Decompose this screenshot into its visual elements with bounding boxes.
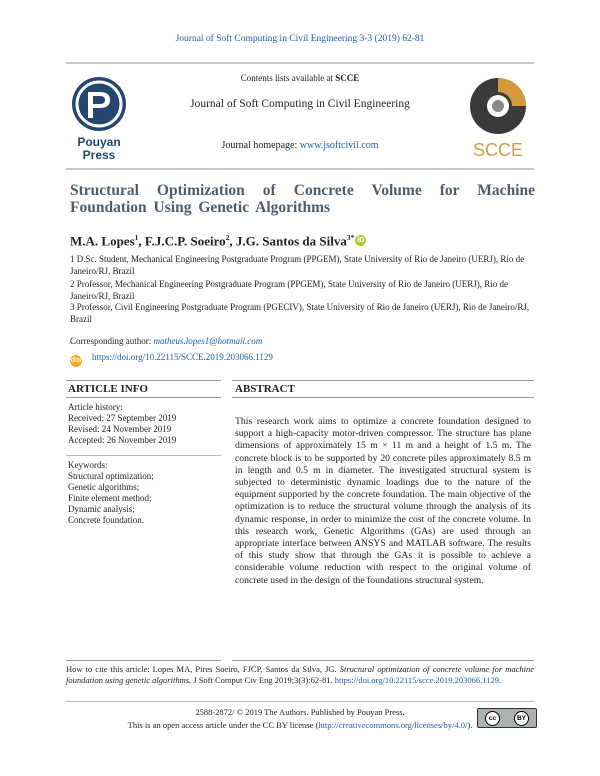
doi-icon: doi <box>70 355 82 367</box>
affiliation: 1 D.Sc. Student, Mechanical Engineering Postgraduate Program (PPGEM), State University of Rio de Janeiro (UERJ), Rio de Janeiro/RJ, Brazil <box>70 254 525 276</box>
journal-reference: Journal of Soft Computing in Civil Engineering 3-3 (2019) 62-81 <box>175 34 425 44</box>
journal-name: Journal of Soft Computing in Civil Engineering <box>190 98 410 110</box>
pouyan-press-logo <box>66 70 132 166</box>
author-sup: 3* <box>346 233 355 242</box>
author-name: F.J.C.P. Soeiro <box>144 233 226 249</box>
scce-logo-core <box>492 100 504 112</box>
divider <box>232 380 534 381</box>
revised-date: Revised: 24 November 2019 <box>68 424 172 434</box>
corresponding-author <box>70 336 262 346</box>
article-history <box>68 402 218 446</box>
author-list: M.A. Lopes$^1$, F.J.C.P. Soeiro$^2$, J.G. Santos da Silva$^{3*}$ iD <box>70 233 365 249</box>
divider <box>66 455 221 456</box>
divider <box>66 660 221 661</box>
abstract-heading: ABSTRACT <box>235 383 295 395</box>
keyword-item: Concrete foundation. <box>68 515 144 525</box>
keyword-item: Finite element method; <box>68 493 152 503</box>
accepted-date: Accepted: 26 November 2019 <box>68 435 177 445</box>
keyword-item: Dynamic analysis; <box>68 504 135 514</box>
received-date: Received: 27 September 2019 <box>68 413 177 423</box>
issn-copyright: 2588-2872/ © 2019 The Authors. Published by Pouyan Press. <box>195 707 405 717</box>
keyword-item: Genetic algorithms; <box>68 482 140 492</box>
history-label: Article history: <box>68 402 123 412</box>
scce-logo-text: SCCE <box>472 140 524 160</box>
affiliation: 3 Professor, Civil Engineering Postgraduate Program (PGECIV), State University of Rio de Janeiro (UERJ), Rio de Janeiro/RJ, Brazil <box>70 302 530 324</box>
homepage-label: Journal homepage: <box>221 140 300 151</box>
contents-prefix: Contents lists available at <box>240 73 336 83</box>
orcid-icon[interactable]: iD <box>357 237 365 245</box>
by-icon: BY <box>514 711 529 726</box>
corresponding-email-link[interactable]: matheus.lopes1@hotmail.com <box>153 336 263 346</box>
cite-title: Structural optimization of concrete volume for machine foundation using genetic algorithms. <box>66 664 535 685</box>
keyword-item: Structural optimization; <box>68 471 154 481</box>
divider <box>232 397 534 398</box>
divider <box>66 397 221 398</box>
cite-prefix: How to cite this article: Lopes MA, Pires Soeiro, FJCP, Santos da Silva, JG. <box>66 664 340 674</box>
affiliation: 2 Professor, Mechanical Engineering Postgraduate Program (PPGEM), State University of Rio de Janeiro (UERJ), Rio de Janeiro/RJ, Brazil <box>70 279 509 301</box>
scce-logo <box>462 72 534 164</box>
contents-site: SCCE <box>335 73 360 83</box>
corresponding-label: Corresponding author: <box>70 336 154 346</box>
contents-available <box>150 73 450 83</box>
author-sup: 1 <box>134 233 139 242</box>
keywords <box>68 460 218 526</box>
keywords-label: Keywords: <box>68 460 108 470</box>
divider <box>232 660 534 661</box>
logo-text-press: Press <box>82 148 116 162</box>
paper-title: Structural Optimization of Concrete Volume for Machine Foundation Using Genetic Algorithms <box>70 182 535 216</box>
author-sup: 2 <box>225 233 230 242</box>
cite-doi-link[interactable]: https://doi.org/10.22115/scce.2019.203066.1129. <box>334 675 502 685</box>
cc-by-badge[interactable] <box>477 708 537 728</box>
logo-text-pouyan: Pouyan <box>77 135 121 149</box>
journal-homepage <box>150 140 450 151</box>
license-link[interactable]: http://creativecommons.org/licenses/by/4.0/ <box>318 720 468 730</box>
article-info-heading: ARTICLE INFO <box>68 383 148 395</box>
homepage-link[interactable]: www.jsoftcivil.com <box>299 140 379 151</box>
how-to-cite <box>66 664 534 686</box>
license-prefix: This is an open access article under the CC BY license ( <box>127 720 319 730</box>
cc-icon: cc <box>485 711 500 726</box>
author-name: J.G. Santos da Silva <box>235 233 347 249</box>
abstract-text: This research work aims to optimize a concrete foundation designed to support a high-capacity motor-driven compressor. The structure has plane dimensions of approximately 15 m × 11 m and a height of 1.5 m. The concrete block is to be supported by 20 concrete piles approximately 8.5 m in length and 0.5 m in diameter. The investigated structural system is subjected to deterministic dynamic loadings due to the nature of the equipment supported by the concrete foundation. The main objective of the optimization is to reduce the structural volume through the analysis of its dynamic response, in order to minimize the cost of the concrete volume. In this research work, Genetic Algorithms (GAs) are used through an appropriate interface between ANSYS and MATLAB software. The results of this study show that through the GAs it is possible to achieve a considerable volume reduction with respect to the original volume of concrete used in the design of the foundations structural system. <box>235 416 531 586</box>
license-suffix: ). <box>467 720 473 730</box>
doi-line <box>70 352 273 367</box>
doi-link[interactable]: https://doi.org/10.22115/SCCE.2019.203066.1129 <box>92 352 273 362</box>
divider <box>66 701 534 702</box>
divider <box>66 380 221 381</box>
cite-journal: J Soft Comput Civ Eng 2019;3(3):62-81. <box>191 675 333 685</box>
author-name: M.A. Lopes <box>70 233 135 249</box>
